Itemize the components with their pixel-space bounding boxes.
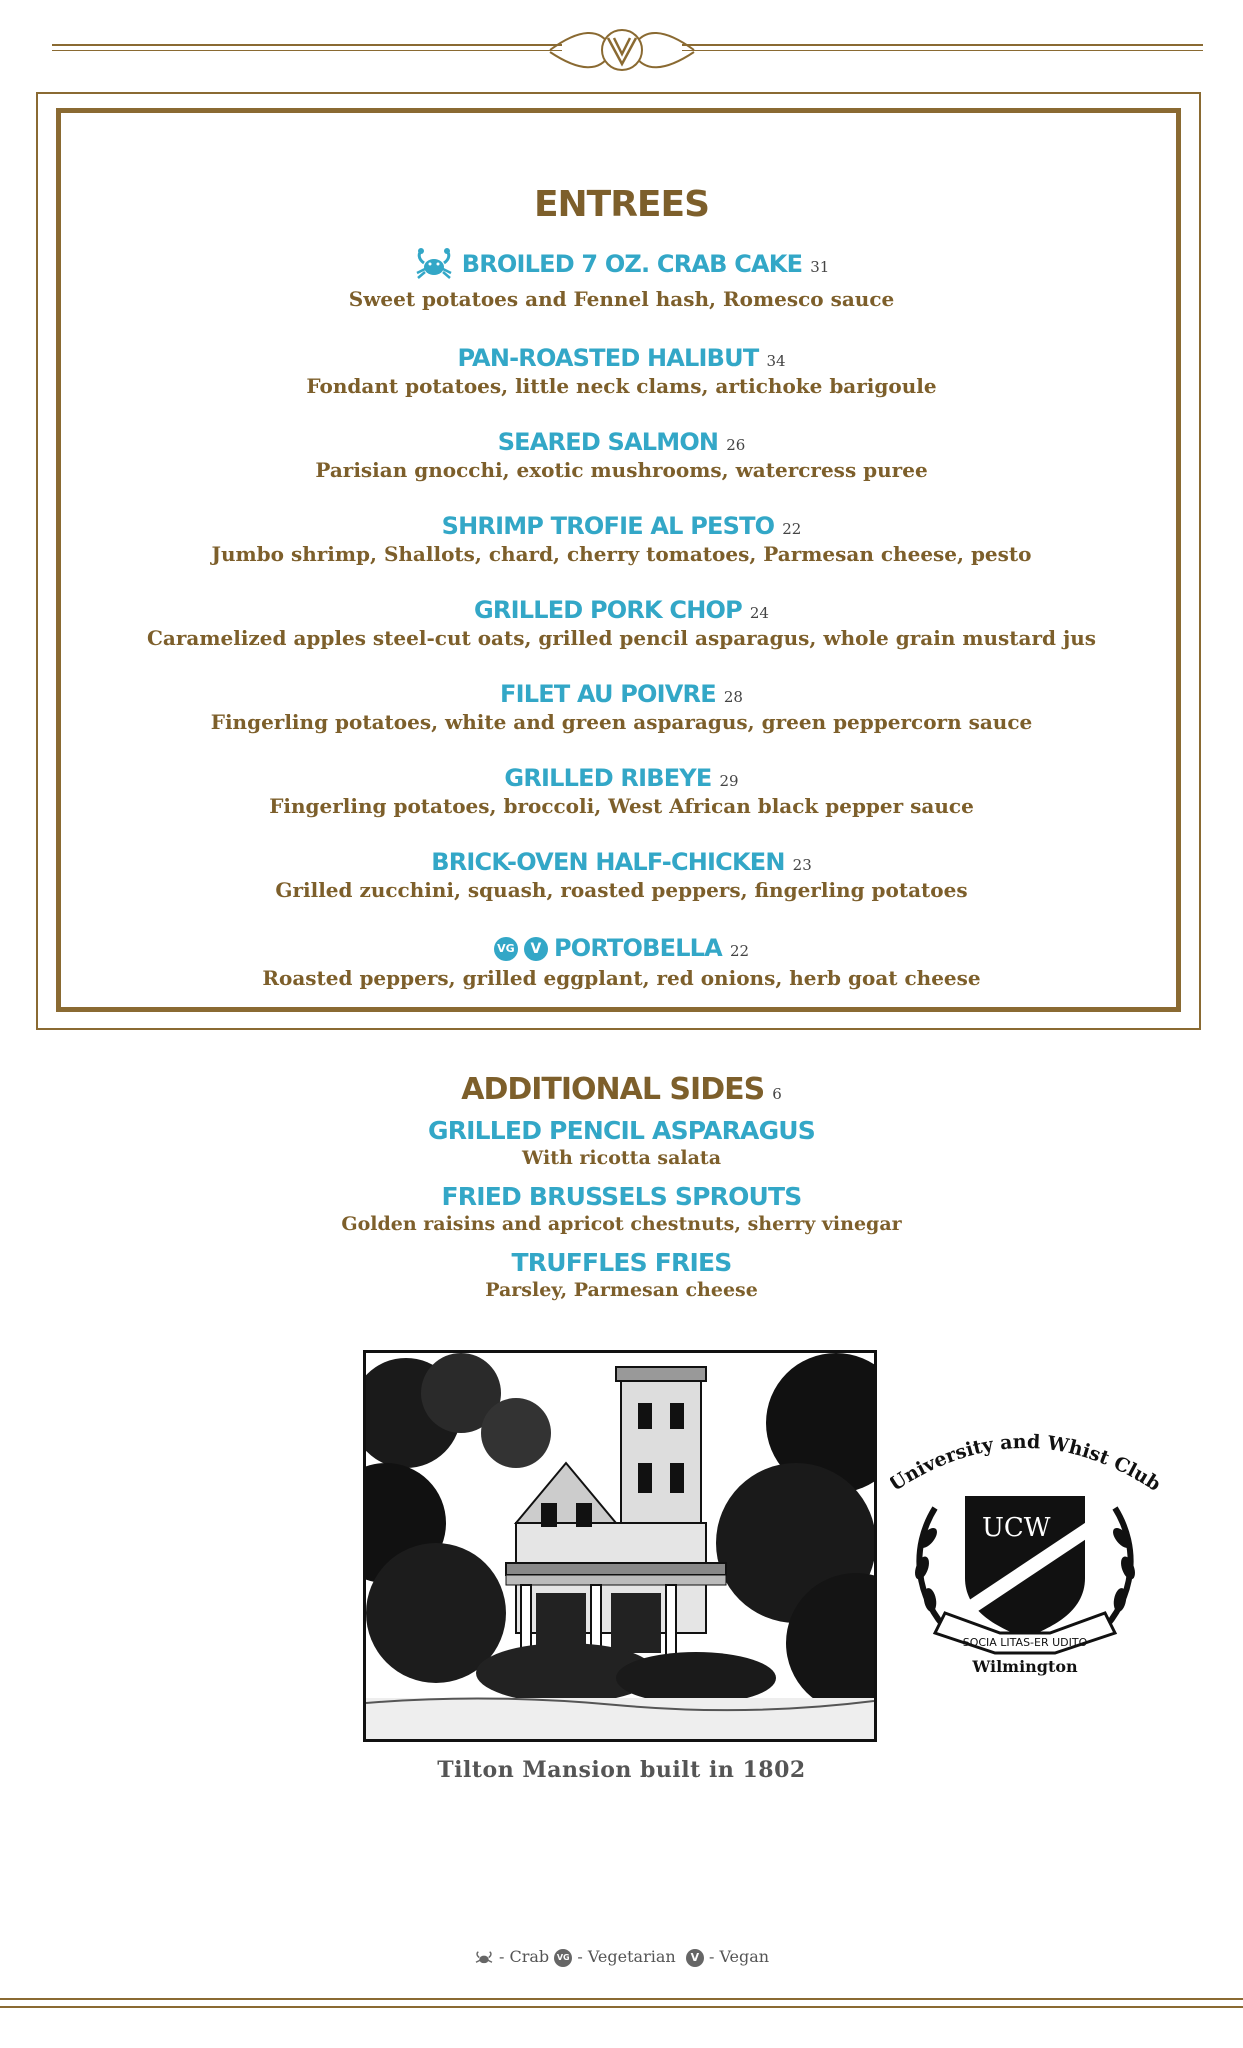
illustration-caption: Tilton Mansion built in 1802 xyxy=(437,1757,806,1783)
item-description: Jumbo shrimp, Shallots, chard, cherry tomatoes, Parmesan cheese, pesto xyxy=(211,542,1032,566)
crab-icon xyxy=(414,247,454,281)
item-name: FILET AU POIVRE xyxy=(500,680,716,708)
menu-item-filet xyxy=(0,680,1243,734)
item-name: SHRIMP TROFIE AL PESTO xyxy=(441,512,775,540)
item-name: SEARED SALMON xyxy=(497,428,719,456)
mansion-drawing-icon xyxy=(366,1353,874,1739)
menu-item-salmon xyxy=(0,428,1243,482)
menu-item-crab-cake xyxy=(0,250,1243,311)
menu-item-ribeye xyxy=(0,764,1243,818)
item-name: GRILLED PORK CHOP xyxy=(474,596,742,624)
item-price: 31 xyxy=(810,258,830,276)
sides-title-text: ADDITIONAL SIDES xyxy=(461,1072,765,1107)
sides-price: 6 xyxy=(772,1085,782,1103)
item-description: Golden raisins and apricot chestnuts, sherry vinegar xyxy=(341,1213,902,1235)
sides-title xyxy=(0,1072,1243,1107)
side-item-brussels xyxy=(0,1182,1243,1235)
crest-monogram: UCW xyxy=(982,1513,1051,1543)
vegetarian-badge-icon: VG xyxy=(494,937,518,961)
item-name: FRIED BRUSSELS SPROUTS xyxy=(441,1182,802,1211)
item-price: 26 xyxy=(726,436,746,454)
vegan-legend-icon: V xyxy=(686,1949,704,1967)
item-description: Grilled zucchini, squash, roasted peppers, fingerling potatoes xyxy=(275,878,968,902)
club-city: Wilmington xyxy=(972,1657,1078,1676)
bottom-rule xyxy=(0,1998,1243,2000)
menu-item-pork-chop xyxy=(0,596,1243,650)
item-price: 24 xyxy=(749,604,769,622)
item-description: Caramelized apples steel-cut oats, grilled pencil asparagus, whole grain mustard jus xyxy=(146,626,1097,650)
item-description: Parisian gnocchi, exotic mushrooms, watercress puree xyxy=(315,458,928,482)
bottom-rule-2 xyxy=(0,2006,1243,2008)
item-price: 29 xyxy=(719,772,739,790)
item-description: Fondant potatoes, little neck clams, artichoke barigoule xyxy=(306,374,937,398)
item-price: 22 xyxy=(782,520,802,538)
entrees-title: ENTREES xyxy=(533,184,710,225)
legend-crab: - Crab xyxy=(498,1947,550,1966)
side-item-asparagus xyxy=(0,1116,1243,1169)
item-description: Parsley, Parmesan cheese xyxy=(485,1279,758,1301)
item-price: 23 xyxy=(792,856,812,874)
menu-item-chicken xyxy=(0,848,1243,902)
item-name: PAN-ROASTED HALIBUT xyxy=(457,344,759,372)
item-name: GRILLED PENCIL ASPARAGUS xyxy=(427,1116,816,1145)
item-description: Fingerling potatoes, broccoli, West African black pepper sauce xyxy=(269,794,974,818)
legend xyxy=(0,1947,1243,1967)
item-description: With ricotta salata xyxy=(522,1147,721,1169)
item-name: BRICK-OVEN HALF-CHICKEN xyxy=(431,848,785,876)
item-description: Sweet potatoes and Fennel hash, Romesco sauce xyxy=(348,286,895,311)
item-description: Roasted peppers, grilled eggplant, red onions, herb goat cheese xyxy=(262,965,981,990)
vegan-badge-icon: V xyxy=(524,937,548,961)
vegetarian-legend-icon: VG xyxy=(554,1949,572,1967)
item-description: Fingerling potatoes, white and green asparagus, green peppercorn sauce xyxy=(210,710,1033,734)
side-item-fries xyxy=(0,1248,1243,1301)
menu-item-portobella xyxy=(0,934,1243,990)
club-crest xyxy=(890,1418,1160,1678)
club-name: niversity and Whist Clu xyxy=(900,1430,1153,1489)
crest-motto: SOCIA LITAS-ER UDITO xyxy=(962,1636,1088,1649)
item-price: 28 xyxy=(723,688,743,706)
item-name: BROILED 7 OZ. CRAB CAKE xyxy=(461,250,803,278)
legend-vegetarian: - Vegetarian xyxy=(577,1947,676,1966)
item-price: 22 xyxy=(729,942,750,960)
club-name-text xyxy=(890,1431,1160,1496)
item-name: GRILLED RIBEYE xyxy=(504,764,712,792)
menu-item-shrimp xyxy=(0,512,1243,566)
item-name: PORTOBELLA xyxy=(553,934,722,962)
crab-icon xyxy=(474,1950,494,1966)
ornament-logo-icon xyxy=(540,24,704,76)
item-price: 34 xyxy=(766,352,786,370)
legend-vegan: - Vegan xyxy=(708,1947,770,1966)
mansion-illustration xyxy=(363,1350,877,1742)
item-name: TRUFFLES FRIES xyxy=(511,1248,732,1277)
menu-item-halibut xyxy=(0,344,1243,398)
